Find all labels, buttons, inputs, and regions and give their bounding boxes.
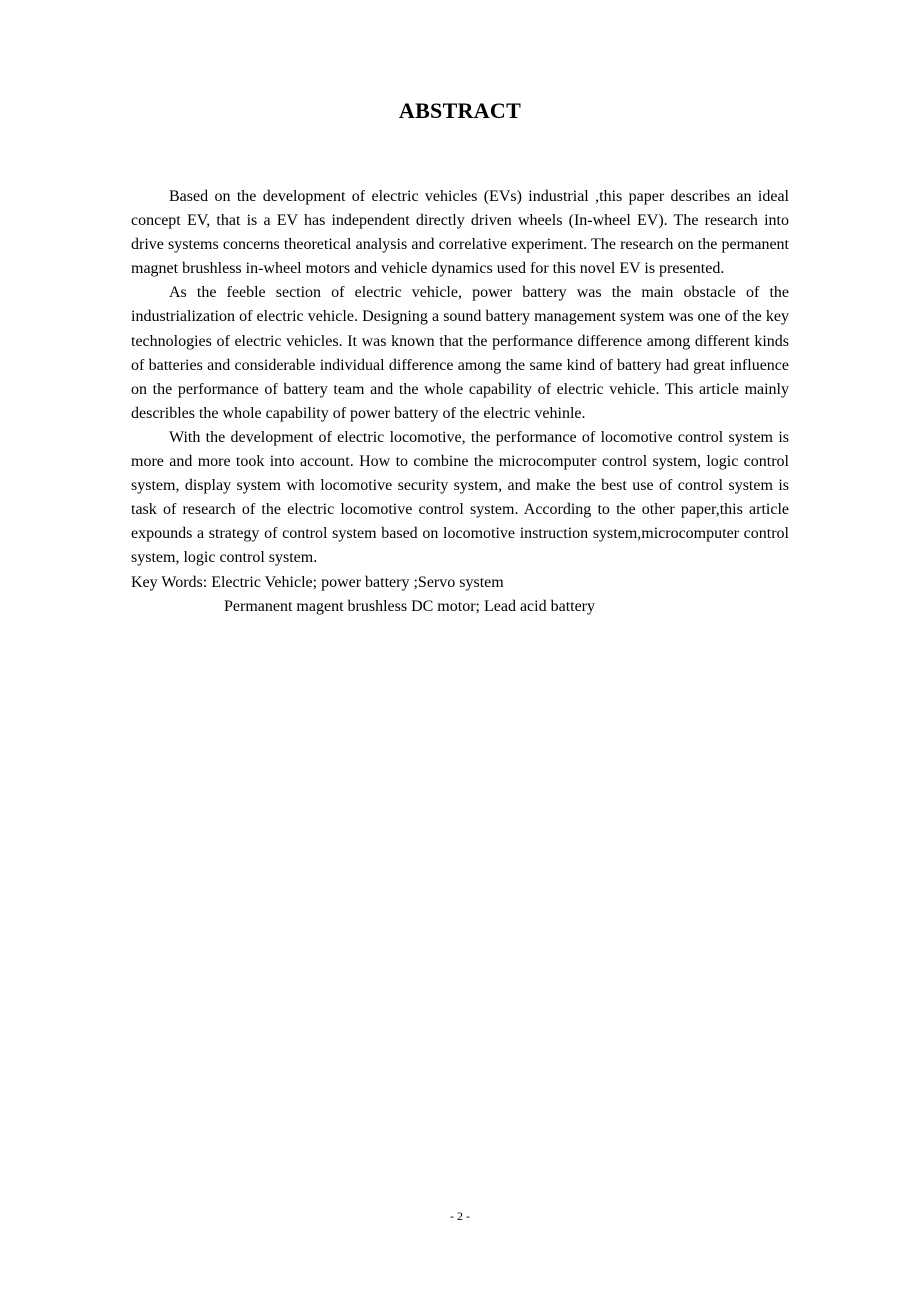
- abstract-title: ABSTRACT: [398, 98, 522, 123]
- abstract-paragraph-2: As the feeble section of electric vehicle, power battery was the main obstacle of the industrialization of electric vehicle. Designing a sound battery management system was one of the key technologies of electric vehicles. It was known that the performance difference among different kinds of batteries and considerable individual difference among the same kind of battery had great influence on the performance of battery team and the whole capability of electric vehicle. This article mainly describles the whole capability of power battery of the electric vehinle.: [131, 284, 789, 422]
- abstract-paragraph-3: With the development of electric locomotive, the performance of locomotive control system is more and more took into account. How to combine the microcomputer control system, logic control system, display system with locomotive security system, and make the best use of control system is task of research of the electric locomotive control system. According to the other paper,this article expounds a strategy of control system based on locomotive instruction system,microcomputer control system, logic control system.: [131, 428, 789, 567]
- keywords-line-1: Key Words: Electric Vehicle; power battery ;Servo system: [131, 573, 504, 591]
- abstract-paragraph-1: Based on the development of electric vehicles (EVs) industrial ,this paper describes an ideal concept EV, that is a EV has independent directly driven wheels (In-wheel EV). The research into drive systems concerns theoretical analysis and correlative experiment. The research on the permanent magnet brushless in-wheel motors and vehicle dynamics used for this novel EV is presented.: [131, 188, 789, 278]
- page-number: - 2 -: [450, 1209, 470, 1223]
- abstract-body: [131, 185, 789, 619]
- keywords-line-2: Permanent magent brushless DC motor; Lead acid battery: [224, 597, 596, 615]
